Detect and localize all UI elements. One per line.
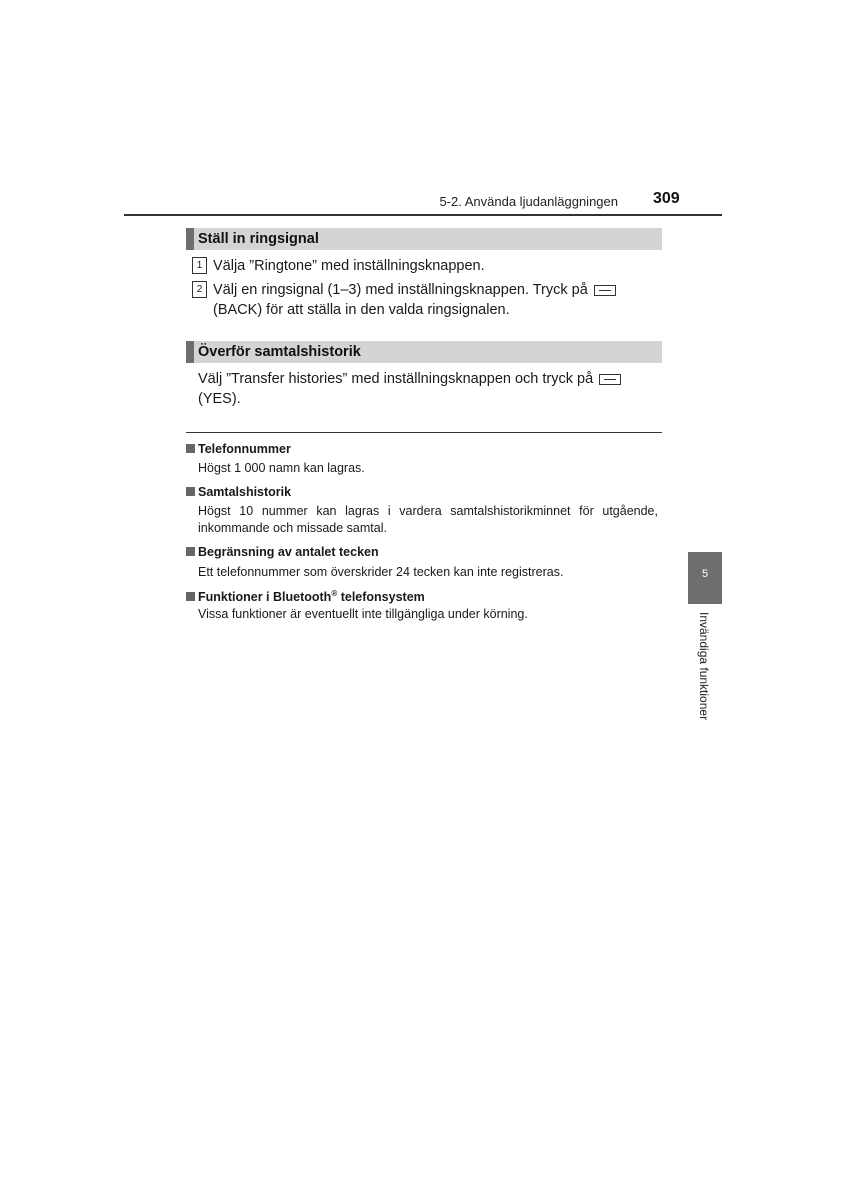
step-number-badge: 2: [192, 281, 207, 298]
step-text: Välja ”Ringtone” med inställningsknappen.: [213, 258, 485, 274]
note-body-call-history: Högst 10 nummer kan lagras i vardera samtalshistorikminnet för utgående, inkommande och missade samtal.: [198, 504, 658, 535]
note-title-text: Samtalshistorik: [198, 485, 292, 499]
note-title-text-suffix: telefonsystem: [337, 590, 425, 605]
yes-button-icon: [599, 374, 621, 385]
note-title-phone-numbers: [186, 441, 291, 457]
back-button-icon: [594, 285, 616, 296]
chapter-label: Invändiga funktioner: [697, 612, 711, 721]
note-title-text: Telefonnummer: [198, 442, 291, 456]
bullet-square-icon: [186, 487, 195, 496]
registered-mark: ®: [331, 589, 338, 598]
page-number: 309: [653, 190, 680, 207]
chapter-tab: 5: [688, 552, 722, 604]
paragraph-text-after: (YES).: [198, 391, 241, 407]
step-1: [192, 256, 662, 276]
header-rule: [124, 214, 722, 216]
step-number-badge: 1: [192, 257, 207, 274]
note-body-char-limit: Ett telefonnummer som överskrider 24 tecken kan inte registreras.: [198, 565, 564, 579]
step-text-before: Välj en ringsignal (1–3) med inställningsknappen. Tryck på: [213, 282, 588, 298]
note-title-text: Funktioner i Bluetooth: [198, 590, 332, 605]
header-section-title: 5-2. Använda ljudanläggningen: [439, 194, 618, 209]
step-text: [213, 280, 662, 320]
transfer-history-paragraph: [198, 369, 662, 409]
note-title-char-limit: [186, 544, 379, 560]
note-body-bluetooth: Vissa funktioner är eventuellt inte tillgängliga under körning.: [198, 607, 528, 621]
paragraph-text-before: Välj ”Transfer histories” med inställningsknappen och tryck på: [198, 371, 594, 387]
bullet-square-icon: [186, 592, 195, 601]
note-title-text: Begränsning av antalet tecken: [198, 545, 379, 559]
section-heading-transfer-history: Överför samtalshistorik: [186, 341, 662, 363]
notes-divider: [186, 432, 662, 433]
note-title-bluetooth: [186, 586, 425, 605]
step-2: [192, 280, 662, 320]
step-text-after: (BACK) för att ställa in den valda ringsignalen.: [213, 302, 510, 318]
note-title-call-history: [186, 484, 291, 500]
section-heading-ringtone: Ställ in ringsignal: [186, 228, 662, 250]
bullet-square-icon: [186, 444, 195, 453]
note-body-phone-numbers: Högst 1 000 namn kan lagras.: [198, 461, 365, 475]
bullet-square-icon: [186, 547, 195, 556]
